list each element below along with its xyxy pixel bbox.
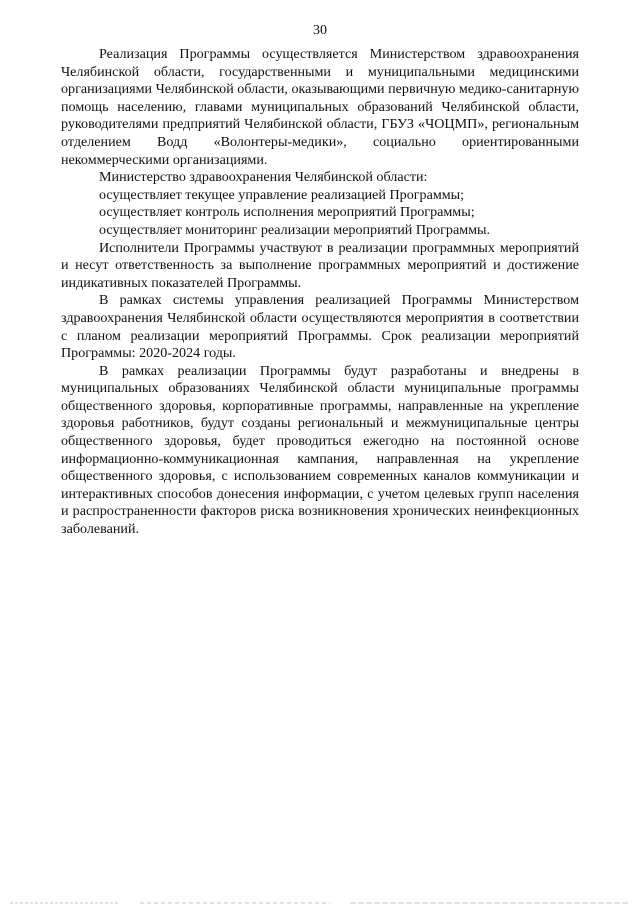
paragraph-program-development: В рамках реализации Программы будут разработаны и внедрены в муниципальных образованиях Челябинской области муниципальные программы общественного здоровья, корпоративные программы, направленные на укрепление здоровья работников, будут созданы региональный и межмуниципальные центры общественного здоровья, будет проводиться ежегодно на постоянной основе информационно-коммуникационная кампания, направленная на укрепление общественного здоровья, с использованием современных каналов коммуникации и интерактивных способов донесения информации, с учетом целевых групп населения и распространенности факторов риска возникновения хронических неинфекционных заболеваний. <box>61 362 579 538</box>
paragraph-control: осуществляет контроль исполнения мероприятий Программы; <box>99 204 475 221</box>
page-number: 30 <box>313 23 327 38</box>
paragraph-management-system: В рамках системы управления реализацией Программы Министерством здравоохранения Челябинской области осуществляются мероприятия в соответствии с планом реализации мероприятий Программы. Срок реализации мероприятий Программы: 2020-2024 годы. <box>61 292 579 362</box>
paragraph-executors: Исполнители Программы участвуют в реализации программных мероприятий и несут ответственность за выполнение программных мероприятий и достижение индикативных показателей Программы. <box>61 239 579 291</box>
paragraph-current-management: осуществляет текущее управление реализацией Программы; <box>99 186 465 203</box>
paragraph-ministry-heading: Министерство здравоохранения Челябинской области: <box>99 169 428 186</box>
paragraph-monitoring: осуществляет мониторинг реализации мероприятий Программы. <box>99 221 491 238</box>
paragraph-implementation: Реализация Программы осуществляется Министерством здравоохранения Челябинской области, государственными и муниципальными медицинскими организациями Челябинской области, оказывающими первичную медико-санитарную помощь населению, главами муниципальных образований Челябинской области, руководителями предприятий Челябинской области, ГБУЗ «ЧОЦМП», региональным отделением Водд «Волонтеры-медики», социально ориентированными некоммерческими организациями. <box>61 46 579 168</box>
scan-artifact-line <box>0 899 640 905</box>
document-body <box>61 46 579 539</box>
